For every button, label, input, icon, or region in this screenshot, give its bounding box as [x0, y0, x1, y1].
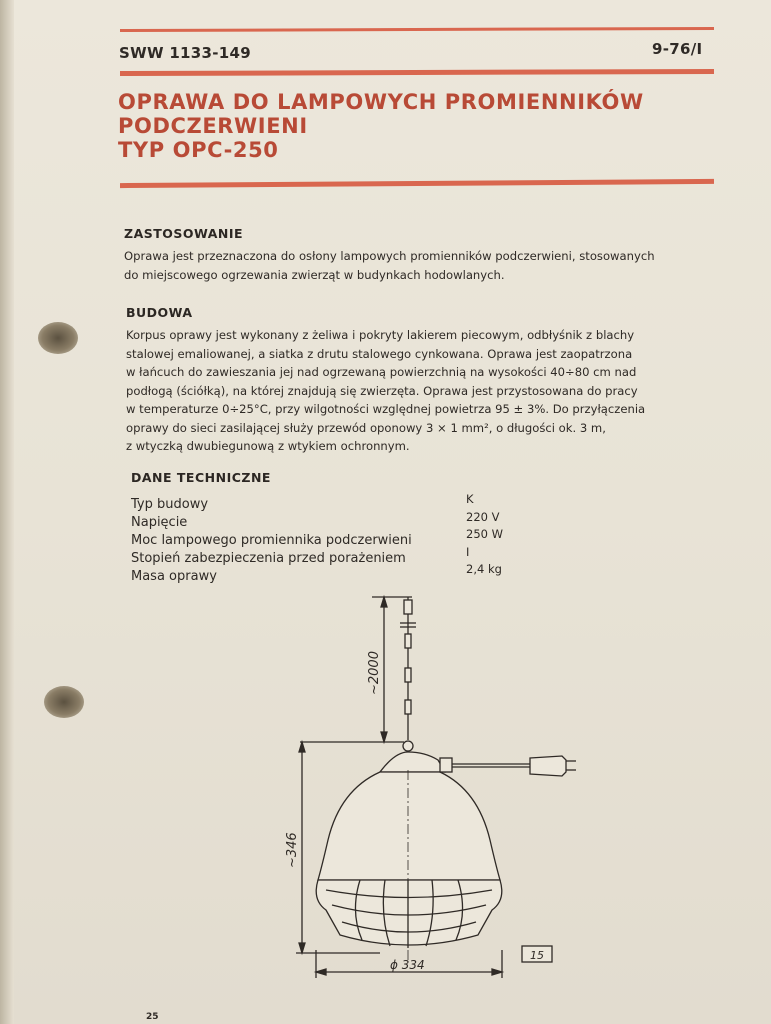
- lamp-housing: [380, 752, 445, 772]
- spec-label-moc: Moc lampowego promiennika podczerwieni: [131, 533, 412, 548]
- text-line: stalowej emaliowanej, a siatka z drutu stalowego cynkowana. Oprawa jest zaopatrzona: [126, 346, 633, 361]
- lamp-reflector: [318, 772, 500, 880]
- spec-value-moc: 250 W: [466, 527, 503, 541]
- guard-cage: [316, 880, 502, 945]
- text-line: podłogą (ściółką), na której znajdują się zwierzęta. Oprawa jest przystosowana do pracy: [126, 383, 638, 398]
- text-line: z wtyczką dwubiegunową z wtykiem ochronnym.: [126, 439, 410, 453]
- title-line-3: TYP OPC-250: [118, 138, 279, 162]
- page-number: 25: [146, 1012, 159, 1022]
- spec-label-masa: Masa oprawy: [131, 569, 217, 584]
- spec-value-typ: K: [466, 492, 474, 506]
- text-line: Korpus oprawy jest wykonany z żeliwa i pokryty lakierem piecowym, odbłyśnik z blachy: [126, 328, 635, 342]
- document-code: SWW 1133-149: [119, 44, 252, 62]
- spec-value-masa: 2,4 kg: [466, 562, 502, 576]
- text-line: Oprawa jest przeznaczona do osłony lampowych promienników podczerwieni, stosowanych: [124, 249, 655, 263]
- dim-chain-label: ~2000: [367, 651, 382, 695]
- text-line: do miejscowego ogrzewania zwierząt w budynkach hodowlanych.: [124, 268, 505, 282]
- title-line-1: OPRAWA DO LAMPOWYCH PROMIENNIKÓW: [118, 90, 644, 114]
- spec-value-stopien: I: [466, 544, 470, 559]
- spec-label-typ: Typ budowy: [131, 497, 209, 512]
- spec-label-stopien: Stopień zabezpieczenia przed porażeniem: [131, 551, 406, 566]
- spec-value-napiecie: 220 V: [466, 509, 500, 524]
- section-heading-budowa: BUDOWA: [126, 305, 193, 320]
- power-plug: [530, 756, 566, 776]
- section-heading-zastosowanie: ZASTOSOWANIE: [124, 226, 244, 241]
- spec-label-napiecie: Napięcie: [131, 515, 188, 530]
- text-line: oprawy do sieci zasilającej służy przewód oponowy 3 × 1 mm², o długości ok. 3 m,: [126, 420, 606, 435]
- text-line: w temperaturze 0÷25°C, przy wilgotności względnej powietrza 95 ± 3%. Do przyłączenia: [126, 402, 646, 416]
- sheet-number: 9-76/I: [652, 40, 703, 58]
- title-line-2: PODCZERWIENI: [118, 114, 308, 138]
- dim-height-label: ~346: [285, 832, 300, 868]
- section-heading-dane-techniczne: DANE TECHNICZNE: [131, 470, 271, 485]
- figure-number: 15: [530, 949, 544, 962]
- dim-diameter-label: ϕ 334: [390, 958, 425, 972]
- text-line: w łańcuch do zawieszania jej nad ogrzewaną powierzchnią na wysokości 40÷80 cm nad: [126, 365, 637, 379]
